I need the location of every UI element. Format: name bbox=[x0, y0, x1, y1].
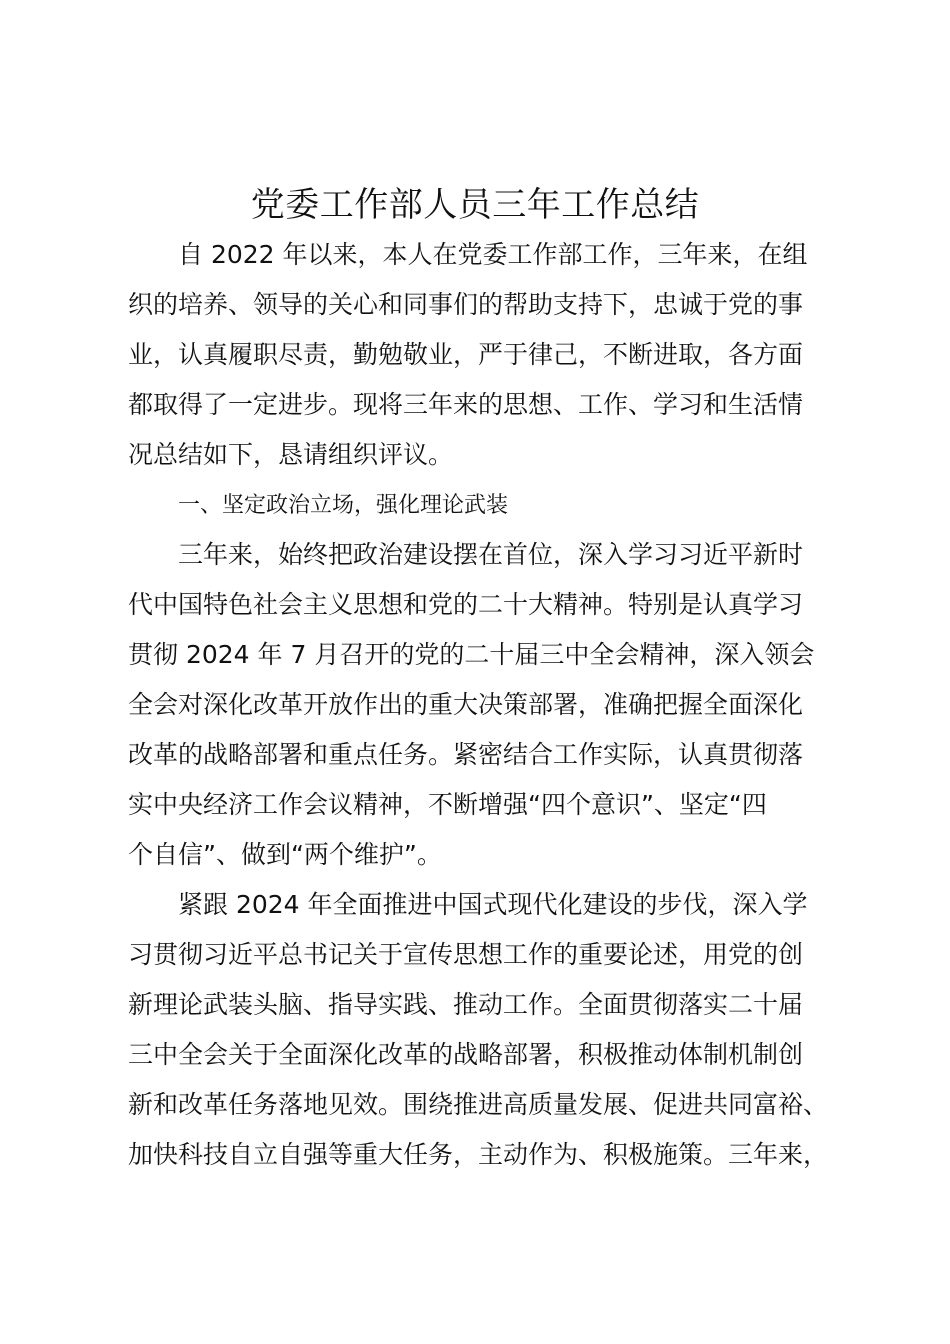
paragraph-1-line-4: 都取得了一定进步。现将三年来的思想、工作、学习和生活情 bbox=[128, 390, 804, 419]
paragraph-3-line-3: 新理论武装头脑、指导实践、推动工作。全面贯彻落实二十届 bbox=[128, 990, 804, 1019]
paragraph-2-line-4: 全会对深化改革开放作出的重大决策部署，准确把握全面深化 bbox=[128, 690, 804, 719]
paragraph-1-line-2: 织的培养、领导的关心和同事们的帮助支持下，忠诚于党的事 bbox=[128, 290, 804, 319]
paragraph-1-line-5: 况总结如下，恳请组织评议。 bbox=[128, 440, 454, 469]
paragraph-1-line-3: 业，认真履职尽责，勤勉敬业，严于律己，不断进取，各方面 bbox=[128, 340, 804, 369]
document-title: 党委工作部人员三年工作总结 bbox=[250, 185, 700, 225]
paragraph-2-line-6: 实中央经济工作会议精神，不断增强“四个意识”、坚定“四 bbox=[128, 790, 767, 819]
paragraph-2-line-7: 个自信”、做到“两个维护”。 bbox=[128, 840, 442, 869]
paragraph-2-line-1: 三年来，始终把政治建设摆在首位，深入学习习近平新时 bbox=[178, 540, 804, 569]
paragraph-1-line-1: 自 2022 年以来，本人在党委工作部工作，三年来，在组 bbox=[178, 240, 808, 269]
paragraph-2-line-2: 代中国特色社会主义思想和党的二十大精神。特别是认真学习 bbox=[128, 590, 804, 619]
paragraph-3-line-6: 加快科技自立自强等重大任务，主动作为、积极施策。三年来， bbox=[128, 1140, 829, 1169]
paragraph-2-line-5: 改革的战略部署和重点任务。紧密结合工作实际，认真贯彻落 bbox=[128, 740, 804, 769]
paragraph-3-line-1: 紧跟 2024 年全面推进中国式现代化建设的步伐，深入学 bbox=[178, 890, 808, 919]
paragraph-2-line-3: 贯彻 2024 年 7 月召开的党的二十届三中全会精神，深入领会 bbox=[128, 640, 815, 669]
paragraph-3-line-4: 三中全会关于全面深化改革的战略部署，积极推动体制机制创 bbox=[128, 1040, 804, 1069]
section-heading-1: 一、坚定政治立场，强化理论武装 bbox=[178, 493, 509, 518]
paragraph-3-line-5: 新和改革任务落地见效。围绕推进高质量发展、促进共同富裕、 bbox=[128, 1090, 829, 1119]
paragraph-3-line-2: 习贯彻习近平总书记关于宣传思想工作的重要论述，用党的创 bbox=[128, 940, 804, 969]
